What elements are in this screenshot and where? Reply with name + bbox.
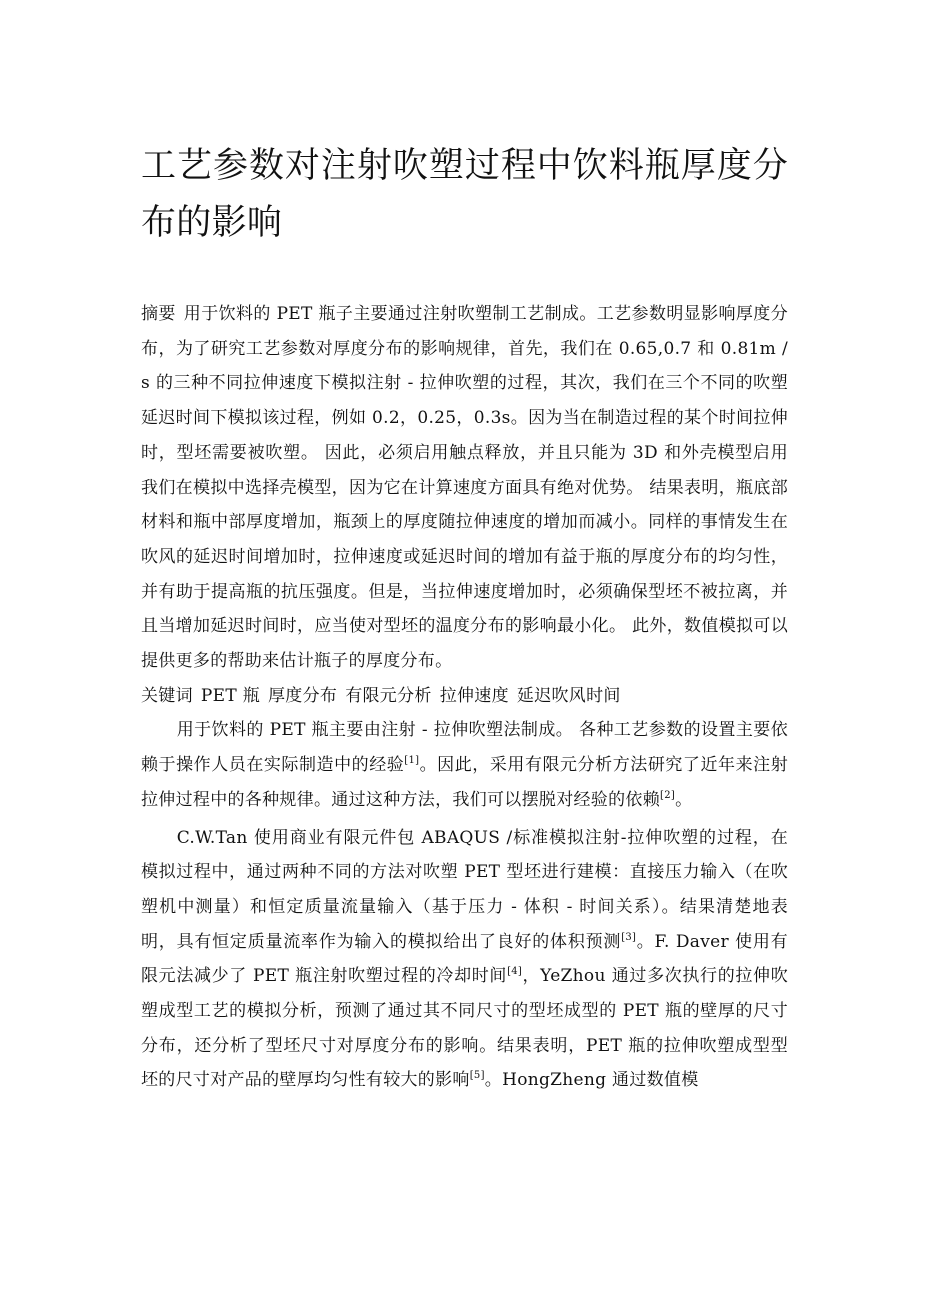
- citation-ref: [3]: [621, 931, 637, 943]
- abstract-paragraph: [141, 297, 788, 679]
- text-run: 用于饮料的 PET 瓶主要由注射 - 拉伸吹塑法制成。 各种工艺参数的设置主要依赖于操作人员在实际制造中的经验: [141, 720, 788, 776]
- text-run: 。因此，采用有限元分析方法研究了近年来注射拉伸过程中的各种规律。通过这种方法，我们可以摆脱对经验的依赖: [141, 755, 788, 810]
- text-run: C.W.Tan 使用商业有限元件包 ABAQUS /标准模拟注射-拉伸吹塑的过程，在模拟过程中，通过两种不同的方法对吹塑 PET 型坯进行建模：直接压力输入（在吹塑机中测量）和恒定质量流量输入（基于压力 - 体积 - 时间关系）。结果清楚地表明，具有恒定质量流率作为输入的模拟给出了良好的体积预测: [141, 827, 788, 952]
- text-run: 。: [675, 789, 693, 810]
- abstract-text: 用于饮料的 PET 瓶子主要通过注射吹塑制工艺制成。工艺参数明显影响厚度分布，为了研究工艺参数对厚度分布的影响规律，首先，我们在 0.65,0.7 和 0.81m / s 的三种不同拉伸速度下模拟注射 - 拉伸吹塑的过程，其次，我们在三个不同的吹塑延迟时间下模拟该过程，例如 0.2，0.25，0.3s。因为当在制造过程的某个时间拉伸时，型坯需要被吹塑。 因此，必须启用触点释放，并且只能为 3D 和外壳模型启用我们在模拟中选择壳模型，因为它在计算速度方面具有绝对优势。 结果表明，瓶底部材料和瓶中部厚度增加，瓶颈上的厚度随拉伸速度的增加而减小。同样的事情发生在吹风的延迟时间增加时，拉伸速度或延迟时间的增加有益于瓶的厚度分布的均匀性，并有助于提高瓶的抗压强度。但是，当拉伸速度增加时，必须确保型坯不被拉离，并且当增加延迟时间时，应当使对型坯的温度分布的影响最小化。 此外，数值模拟可以提供更多的帮助来估计瓶子的厚度分布。: [141, 304, 788, 672]
- citation-ref: [2]: [660, 789, 676, 801]
- keyword: PET 瓶: [200, 685, 260, 706]
- body-section: [141, 713, 788, 1098]
- abstract-label: 摘要: [141, 304, 176, 324]
- text-run: ，YeZhou 通过多次执行的拉伸吹塑成型工艺的模拟分析，预测了通过其不同尺寸的型坯成型的 PET 瓶的壁厚的尺寸分布，还分析了型坯尺寸对厚度分布的影响。结果表明，PET 瓶的拉伸吹塑成型型坯的尺寸对产品的壁厚均匀性有较大的影响: [141, 966, 788, 1091]
- keywords-line: [141, 679, 788, 714]
- keyword: 延迟吹风时间: [516, 685, 621, 706]
- body-paragraph-1: [141, 713, 788, 817]
- keywords-label: 关键词: [141, 685, 193, 706]
- citation-ref: [1]: [404, 755, 420, 767]
- citation-ref: [5]: [469, 1070, 485, 1082]
- abstract-section: [141, 297, 788, 679]
- keyword: 厚度分布: [268, 685, 338, 706]
- text-run: 。F. Daver 使用有限元法减少了 PET 瓶注射吹塑过程的冷却时间: [141, 931, 788, 987]
- body-paragraph-2: [141, 821, 788, 1099]
- citation-ref: [4]: [507, 966, 523, 978]
- text-run: 。HongZheng 通过数值模: [484, 1070, 699, 1091]
- document-page: [141, 138, 788, 1098]
- keyword: 有限元分析: [345, 685, 432, 706]
- keyword: 拉伸速度: [439, 685, 509, 706]
- document-title: 工艺参数对注射吹塑过程中饮料瓶厚度分布的影响: [141, 146, 788, 243]
